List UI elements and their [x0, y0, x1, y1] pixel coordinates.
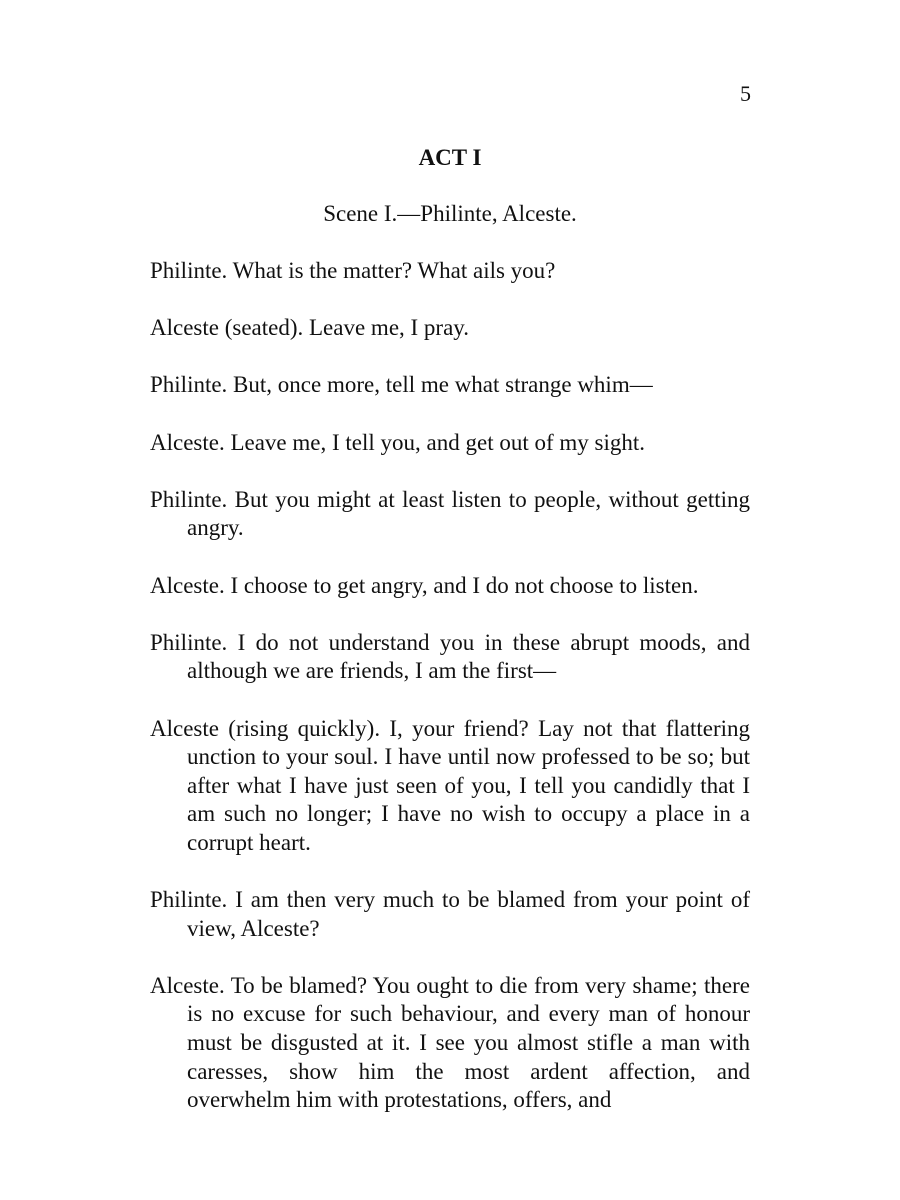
dialogue — [150, 257, 750, 1143]
speech-philinte: Philinte. I am then very much to be blamed from your point of view, Alceste? — [150, 887, 750, 941]
scene-heading: Scene I.—Philinte, Alceste. — [323, 201, 577, 226]
speech-alceste: Alceste. Leave me, I tell you, and get out of my sight. — [150, 429, 646, 455]
speech-philinte: Philinte. What is the matter? What ails you? — [150, 258, 556, 283]
speech-philinte: Philinte. But, once more, tell me what strange whim— — [150, 372, 653, 398]
speech-philinte: Philinte. I do not understand you in these abrupt moods, and although we are friends, I am the first— — [150, 629, 750, 684]
speech-philinte: Philinte. But you might at least listen to people, without getting angry. — [150, 486, 750, 541]
page-number: 5 — [740, 81, 751, 106]
speech-alceste: Alceste. To be blamed? You ought to die from very shame; there is no excuse for such behaviour, and every man of honour must be disgusted at it. I see you almost stifle a man with caresses, show him the most ardent affection, and overwhelm him with protestations, offers, and — [150, 972, 750, 1113]
speech-alceste: Alceste (seated). Leave me, I pray. — [150, 315, 470, 341]
speech-alceste: Alceste. I choose to get angry, and I do not choose to listen. — [150, 572, 699, 598]
act-title: ACT I — [418, 145, 482, 170]
speech-alceste: Alceste (rising quickly). I, your friend? Lay not that flattering unction to your soul. I have until now professed to be so; but after what I have just seen of you, I tell you candidly that I am such no longer; I have no wish to occupy a place in a corrupt heart. — [150, 715, 750, 855]
